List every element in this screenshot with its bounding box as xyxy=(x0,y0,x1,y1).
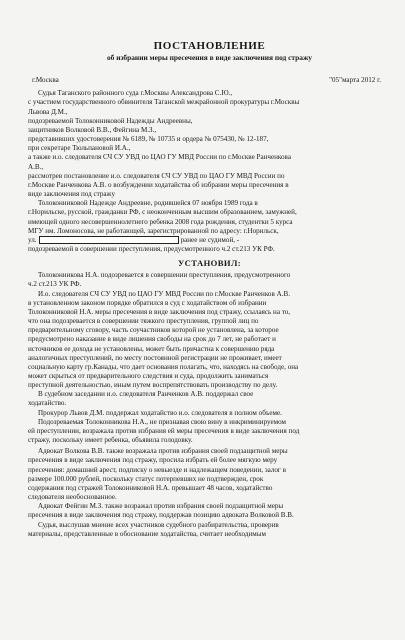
body-text-line: размере 100.000 рублей, поскольку статус потерпевших не подтвержден, срок xyxy=(28,474,264,483)
intro-line: Львова Д.М., xyxy=(28,107,68,116)
body-text-line: что она подозревается в совершении тяжкого преступления, группой лиц по xyxy=(28,317,259,326)
person-line: МГУ им. Ломоносова, не работающей, зарегистрированной по адресу: г.Норильск, xyxy=(28,226,279,235)
intro-line: г.Москве Ранченкова А.В. о возбуждении ходатайства об избрании меры пресечения в xyxy=(28,180,289,189)
address-line xyxy=(28,236,391,245)
body-text-line: Толоконникова Н.А. подозревается в совершении преступления, предусмотренного xyxy=(38,271,291,280)
body-text-line: следователя необоснованное. xyxy=(28,493,117,502)
section-title: УСТАНОВИЛ: xyxy=(177,258,242,269)
body-text-line: ходатайство. xyxy=(28,399,67,408)
body-text-line: предусмотрено наказание в виде лишения свободы на срок до 7 лет, не работает и xyxy=(28,335,276,344)
intro-line: а также и.о. следователя СЧ СУ УВД по ЦАО ГУ МВД России по г.Москве Ранченкова xyxy=(28,153,291,162)
person-line: Толоконниковой Надежде Андреевне, родившейся 07 ноября 1989 года в xyxy=(38,199,258,208)
person-block xyxy=(28,199,391,236)
body-text-line: пресечения в виде заключения под стражу, просила избрать ей более мягкую меру xyxy=(28,456,278,465)
document-title: ПОСТАНОВЛЕНИЕ xyxy=(153,40,266,52)
body-text-line: преступной деятельностью, иным путем воспрепятствовать производству по делу. xyxy=(28,381,278,390)
body-text-line: в установленном законом порядке обратился в суд с ходатайством об избрании xyxy=(28,298,267,307)
body-text-line: Прокурор Львов Д.М. поддержал ходатайство и.о. следователя в полном объеме. xyxy=(38,408,282,417)
intro-line: защитников Волковой В.В., Фейгина М.З., xyxy=(28,125,157,134)
intro-block xyxy=(28,89,391,199)
intro-line: с участием государственного обвинителя Таганской межрайонной прокуратуры г.Москвы xyxy=(28,98,300,107)
document-date: "05"марта 2012 г. xyxy=(329,76,381,85)
person-line: г.Норильске, русской, гражданки РФ, с неоконченным высшим образованием, замужней, xyxy=(28,208,297,217)
body-text-line: Адвокат Фейгин М.З. также возражал против избрания своей подзащитной меры xyxy=(38,502,284,511)
body-text-line: Адвокат Волкова В.В. также возражала против избрания своей подзащитной меры xyxy=(38,447,288,456)
body-text-line: И.о. следователя СЧ СУ УВД по ЦАО ГУ МВД России по г.Москве Ранченков А.В. xyxy=(38,289,290,298)
body-text-line: социальную карту гр.Канады, что дает основания полагать, что, находясь на свободе, она xyxy=(28,362,299,371)
body-text-line: Толоконниковой Н.А. меры пресечения в виде заключения под стражу, ссылаясь на то, xyxy=(28,307,291,316)
body-text-line: В судебном заседании и.о. следователя Ранченков А.В. поддержал свое xyxy=(38,390,254,399)
body-text-line: может скрыться от предварительного следствия и суда, продолжить заниматься xyxy=(28,372,269,380)
address-prefix: ул. xyxy=(28,235,37,244)
intro-line: подозреваемой Толоконниковой Надежды Андреевны, xyxy=(28,116,193,125)
place-date-row xyxy=(28,76,391,85)
body-text-line: Подозреваемая Толоконникова Н.А., не признавая свою вину в инкриминируемом xyxy=(38,417,287,426)
body-text-line: стражу, поскольку имеет ребенка, объявила голодовку. xyxy=(28,436,193,445)
body-text-line: содержания под стражей Толоконниковой Н.А. превышает 48 часов, ходатайство xyxy=(28,483,273,492)
intro-line: рассмотрев постановление и.о. следователя СЧ СУ УВД по ЦАО ГУ МВД России по xyxy=(28,171,285,180)
body-text-line: ей преступлении, возражала против избрания ей меры пресечения в виде заключения под xyxy=(28,426,300,435)
body-text-line: пресечения в виде заключения под стражу, поддержав позицию адвоката Волковой В.В. xyxy=(28,511,294,520)
person-line: имеющей одного несовершеннолетнего ребенка 2008 года рождения, студентки 5 курса xyxy=(28,217,293,226)
address-suffix: ранее не судимой, - xyxy=(180,235,240,244)
intro-line: виде заключения под стражу xyxy=(28,190,115,199)
body-text-line: Судья, выслушав мнение всех участников судебного разбирательства, проверив xyxy=(38,520,279,529)
redacted-address-box xyxy=(39,236,179,244)
intro-line: Судья Таганского районного суда г.Москвы Александрова С.Ю., xyxy=(38,89,233,98)
body-text-line: источников ее дохода не установлены, может быть причастна к совершению ряда xyxy=(28,344,275,353)
document-subtitle: об избрании меры пресечения в виде заключения под стражу xyxy=(106,53,313,62)
intro-line: представивших удостоверения № 6189, № 10735 и ордера № 075430, № 12-187, xyxy=(28,135,269,144)
body-text-line: ч.2 ст.213 УК РФ. xyxy=(28,280,82,289)
body-text-line: предварительному сговору, часть соучастников которой не установлена, за которое xyxy=(28,326,279,335)
document-place: г.Москва xyxy=(32,76,59,85)
body-block xyxy=(28,271,391,539)
intro-line: при секретаре Тюльпановой И.А., xyxy=(28,144,131,153)
intro-line: А.В., xyxy=(28,162,44,171)
body-text-line: пресечения: домашний арест, подписку о невыезде и надлежащем поведении, залог в xyxy=(28,465,286,474)
body-text-line: материалы, представленные в обоснование ходатайства, считает необходимым xyxy=(28,529,267,538)
suspect-line: подозреваемой в совершении преступления, предусмотренного ч.2 ст.213 УК РФ. xyxy=(28,244,275,253)
body-text-line: аналогичных преступлений, по месту постоянной регистрации не проживает, имеет xyxy=(28,353,282,362)
